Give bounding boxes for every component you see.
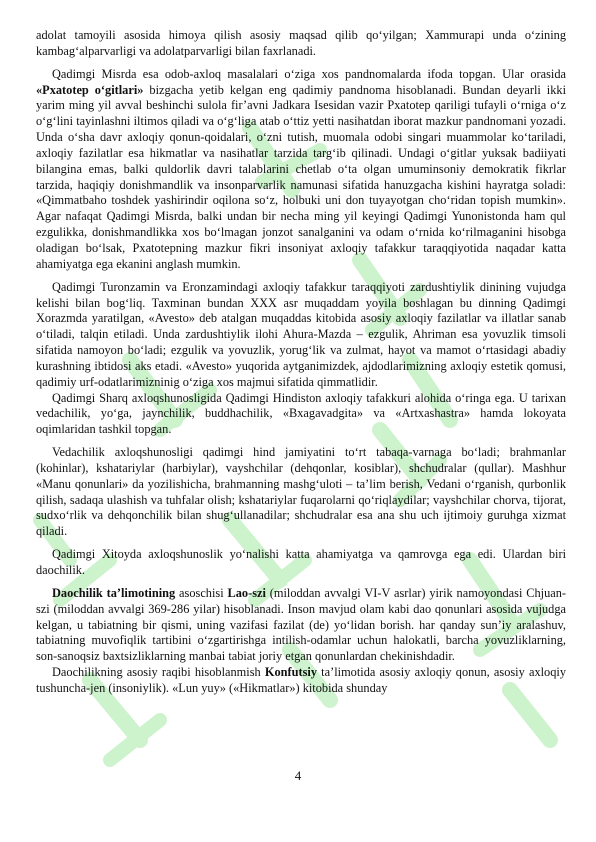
text-run: (miloddan avvalgi VI-V asrlar) yirik namoyondasi Chjuan-szi (miloddan avvalgi 369-286 yilar) hisoblanadi. Inson mavjud olam kabi dao qonunlari asosida vujudga kelgan, u tabiatning bir qismi, uning vazifasi fazilat (de) yo‘lidan borish. har qanday sun’iy aralashuv, tabiatning muvofiqlik tartibini o‘zgartirishga intilish-odamlar uchun halokatli, barcha yovuzliklarning, son-sanoqsiz baxtsizliklarning manbai tabiat joriy etgan qonunlardan chekinishdadir.	[36, 585, 567, 664]
page-body	[36, 28, 566, 697]
text-run: Qadimgi Sharq axloqshunosligida Qadimgi Hindiston axloqiy tafakkuri alohida o‘ringa ega. U tarixan vedachilik, yo‘ga, jaynchilik, buddhachilik, «Bxagavadgita» va «Artxashastra» hamda lokoyata oqimlaridan tashkil topgan.	[36, 390, 566, 437]
text-run: Qadimgi Misrda esa odob-axloq masalalari o‘ziga xos pandnomalarda ifoda topgan. Ular orasida	[52, 66, 566, 81]
page-number: 4	[294, 768, 302, 783]
bold-term: Konfutsiy	[264, 665, 317, 680]
text-run: Qadimgi Turonzamin va Eronzamindagi axloqiy tafakkur taraqqiyoti zardushtiylik dinining vujudga kelishi bilan bog‘liq. Taxminan bundan XXX asr muqaddam yoyila boshlagan bu dinning Qadimgi Xorazmda yaratilgan, «Avesto» deb atalgan muqaddas kitobida asosiy axloqiy fazilatlar va illatlar sanab o‘tiladi, talqin etiladi. Unda zardushtiylik ilohi Ahura-Mazda – ezgulik, Ahriman esa yovuzlik timsoli sifatida namoyon bo‘ladi; ezgulik va yovuzlik, yorug‘lik va zulmat, hayot va mamot o‘rtasidagi abadiy kurashning ibtidosi aks etadi. «Avesto» yuqorida aytganimizdek, ajdodlarimizning axloqiy estetik qomusi, qadimiy urf-odatlarimizninig o‘ziga xos majmui sifatida qimmatlidir.	[36, 279, 566, 389]
bold-term: «Pxatotep o‘gitlari»	[36, 82, 144, 97]
text-run: ta’limotida asosiy axloqiy qonun, asosiy axloqiy tushuncha-jen (insoniylik). «Lun yuy» («Hikmatlar») kitobida shunday	[36, 665, 566, 695]
text-run: asoschisi	[175, 585, 228, 600]
paragraph	[36, 391, 566, 439]
paragraph	[36, 665, 566, 697]
paragraph	[36, 28, 566, 60]
text-run: bizgacha yetib kelgan eng qadimiy pandnoma hisoblanadi. Bundan deyarli ikki yarim ming yil avval beshinchi sulola fir’avni Jadkara Isesidan vazir Pxatotep qariligi tufayli o‘rniga o‘z o‘g‘lini tayinlashni iltimos qiladi va o‘g‘liga atab o‘ttiz yetti nasihatdan iborat mazkur pandnomani yozadi. Unda o‘sha davr axloqiy qonun-qoidalari, o‘zni tutish, muomala odobi singari muammolar ko‘tariladi, axloqiy fazilatlar esa hikmatlar va nasihatlar tarzida targ‘ib qilinadi. Undagi o‘gitlar yuksak badiiyati bilangina emas, balki quldorlik davri talablarini chetlab o‘ta olgan umuminsoniy demokratik fikrlar tarzida, haqiqiy donishmandlik va insonparvarlik namunasi sifatida hanuzgacha kishini hayratga soladi: «Qimmatbaho toshdek yashirindir oqilona so‘z, holbuki uni don tuyayotgan cho‘ridan topish mumkin». Agar nafaqat Qadimgi Misrda, balki undan bir necha ming yil keyingi Qadimgi Yunonistonda ham qul ezgulikka, donishmandlikka xos bo‘lmagan jonzot sanalganini va odam o‘rnida ko‘rilmaganini hisobga oladigan bo‘lsak, Pxatotepning mazkur fikri insoniyat axloqiy tafakkur taraqqiyotida naqadar katta ahamiyatga ega ekanini anglash mumkin.	[36, 82, 566, 271]
bold-term: Lao-szi	[227, 585, 266, 600]
bold-term: Daochilik ta’limotining	[52, 585, 176, 600]
paragraph	[36, 280, 566, 391]
paragraph	[36, 67, 566, 273]
paragraph	[36, 586, 566, 665]
text-run: Vedachilik axloqshunosligi qadimgi hind jamiyatini to‘rt tabaqa-varnaga bo‘ladi; brahmanlar (kohinlar), kshatariylar (harbiylar), vayshchilar (dehqonlar, kosiblar), shchudralar (qullar). Mashhur «Manu qonunlari» da yozilishicha, brahmanning mashg‘uloti – ta’lim berish, Vedani o‘rganish, qurbonlik qilish, sadaqa ulashish va tuhfalar olish; kshatariylar fuqarolarni qo‘riqlaydilar; vayshchilar chorva, tijorat, sudxo‘rlik va dehqonchilik bilan shug‘ullanadilar; shchudralar esa ana shu uch ijtimoiy guruhga xizmat qiladi.	[36, 445, 566, 539]
paragraph	[36, 547, 566, 579]
text-run: adolat tamoyili asosida himoya qilish asosiy maqsad qilib qo‘yilgan; Xammurapi unda o‘zining kambag‘alparvarligi va adolatparvarligi bilan faxrlanadi.	[36, 28, 566, 58]
paragraph	[36, 445, 566, 540]
text-run: Daochilikning asosiy raqibi hisoblanmish	[52, 665, 265, 680]
text-run: Qadimgi Xitoyda axloqshunoslik yo‘nalishi katta ahamiyatga va qamrovga ega edi. Ulardan biri daochilik.	[36, 547, 566, 577]
